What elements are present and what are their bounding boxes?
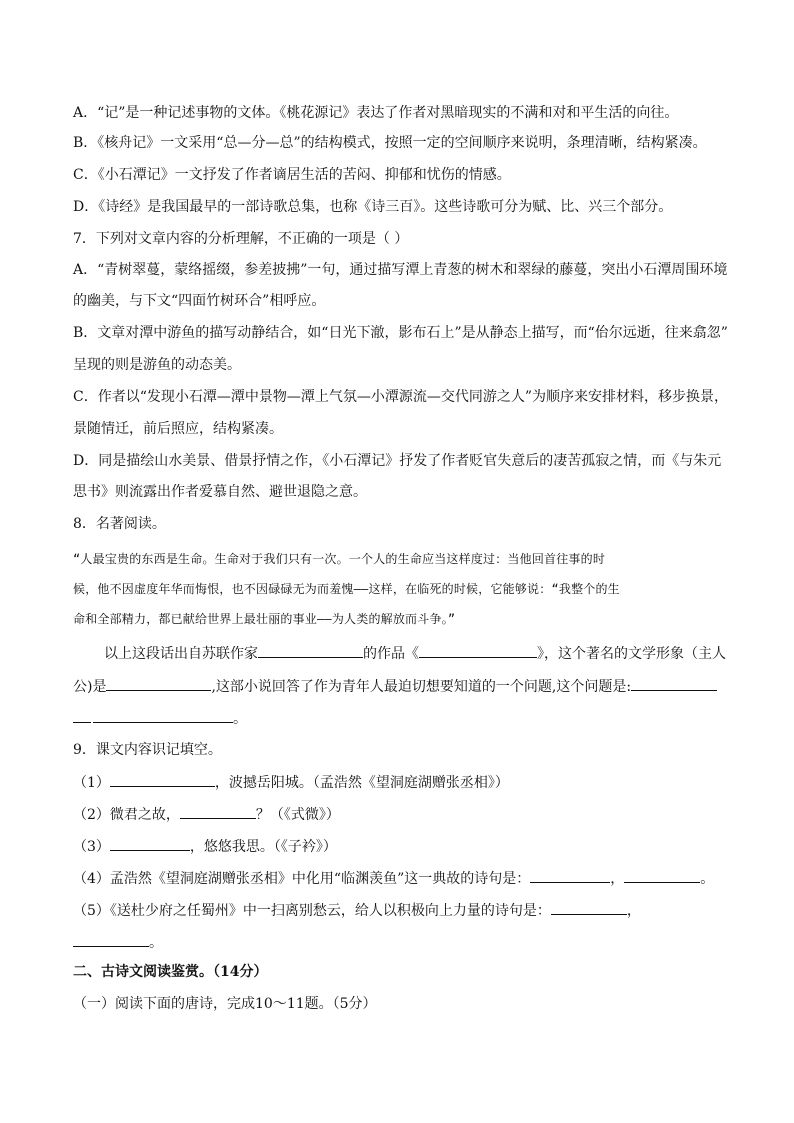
q8-text-question-prefix: ,这部小说回答了作为青年人最迫切想要知道的一个问题,这个问题是: xyxy=(211,679,632,695)
q8-text-protagonist-prefix: 》，这个著名的文学形象（主人 xyxy=(537,646,726,662)
q8-paragraph-line2 xyxy=(73,675,733,697)
q8-stem: 8．名著阅读。 xyxy=(73,516,166,532)
q8-quote-line3: 命和全部精力，都已献给世界上最壮丽的事业——为人类的解放而斗争。” xyxy=(73,612,456,626)
q9-item-5-continued xyxy=(73,931,733,953)
section-2-subtitle: （一）阅读下面的唐诗，完成10～11题。（5分） xyxy=(73,996,377,1012)
q9-item-5 xyxy=(73,899,733,921)
q9-item-5-comma: ， xyxy=(626,903,641,919)
q8-quote-line2: 候，他不因虚度年华而悔恨，也不因碌碌无为而羞愧——这样，在临死的时候，它能够说：“我整个的生 xyxy=(73,582,620,596)
protagonist-answer-blank[interactable] xyxy=(106,675,211,691)
question-answer-blank-1[interactable] xyxy=(631,675,717,691)
q8-text-author-prefix: 以上这段话出自苏联作家 xyxy=(104,646,258,662)
q9-item-4 xyxy=(73,867,733,889)
q7-stem: 7．下列对文章内容的分析理解，不正确的一项是（ ） xyxy=(73,231,409,247)
q9-item-2-blank[interactable] xyxy=(180,803,256,819)
q6-option-b: B．《核舟记》一文采用“总—分—总”的结构模式，按照一定的空间顺序来说明，条理清晰，结构紧凑。 xyxy=(73,135,707,151)
q8-text-work-prefix: 的作品《 xyxy=(363,646,419,662)
q9-item-1-text: ，波撼岳阳城。（孟浩然《望洞庭湖赠张丞相》） xyxy=(214,775,509,791)
question-answer-blank-2b[interactable] xyxy=(93,707,233,723)
question-answer-blank-2a[interactable] xyxy=(73,707,91,723)
q7-option-d-line1: D．同是描绘山水美景、借景抒情之作，《小石潭记》抒发了作者贬官失意后的凄苦孤寂之情，而《与朱元 xyxy=(73,453,722,469)
q9-item-3 xyxy=(73,835,733,857)
q9-item-4-blank-1[interactable] xyxy=(530,867,610,883)
q7-option-b-line1: B．文章对潭中游鱼的描写动静结合，如“日光下澈，影布石上”是从静态上描写，而“佁尔远逝，往来翕忽” xyxy=(73,325,728,341)
section-2-title: 二、古诗文阅读鉴赏。（14分） xyxy=(73,964,268,980)
q8-text-protagonist-label: 公)是 xyxy=(73,679,107,695)
q7-option-a-line2: 的幽美，与下文“四面竹树环合”相呼应。 xyxy=(73,293,326,309)
q6-option-c: C．《小石潭记》一文抒发了作者谪居生活的苦闷、抑郁和忧伤的情感。 xyxy=(73,167,511,183)
q6-option-d: D．《诗经》是我国最早的一部诗歌总集，也称《诗三百》。这些诗歌可分为赋、比、兴三个部分。 xyxy=(73,199,673,215)
q9-item-4-text: （4）孟浩然《望洞庭湖赠张丞相》中化用“临渊羡鱼”这一典故的诗句是： xyxy=(73,871,531,887)
q7-option-c-line2: 景随情迁，前后照应，结构紧凑。 xyxy=(73,421,283,437)
q9-stem: 9．课文内容识记填空。 xyxy=(73,742,222,758)
q8-quote-line1: “人最宝贵的东西是生命。生命对于我们只有一次。一个人的生命应当这样度过：当他回首往事的时 xyxy=(73,552,606,566)
q7-option-c-line1: C．作者以“发现小石潭—潭中景物—潭上气氛—小潭源流—交代同游之人”为顺序来安排材料，移步换景， xyxy=(73,389,729,405)
q9-item-5-text: （5）《送杜少府之任蜀州》中一扫离别愁云，给人以积极向上力量的诗句是： xyxy=(73,903,551,919)
q9-item-3-text: ，悠悠我思。（《子衿》） xyxy=(189,839,337,855)
q9-item-2-source: ？（《式微》） xyxy=(255,807,340,823)
q9-item-3-blank[interactable] xyxy=(110,835,190,851)
q7-option-d-line2: 思书》则流露出作者爱慕自然、避世退隐之意。 xyxy=(73,484,367,500)
q9-item-4-blank-2[interactable] xyxy=(624,867,700,883)
q9-item-1-number: （1） xyxy=(73,775,110,791)
q9-item-2-text: （2）微君之故， xyxy=(73,807,180,823)
q9-item-1-blank[interactable] xyxy=(110,771,215,787)
q8-paragraph-line3 xyxy=(73,707,733,729)
q9-item-5-blank-1[interactable] xyxy=(551,899,627,915)
q9-item-5-period: 。 xyxy=(149,935,163,951)
q8-paragraph-line1 xyxy=(104,642,764,664)
q9-item-4-period: 。 xyxy=(700,871,715,887)
q8-period: 。 xyxy=(233,711,247,727)
q9-item-1 xyxy=(73,771,733,793)
q9-item-2 xyxy=(73,803,733,825)
q7-option-b-line2: 呈现的则是游鱼的动态美。 xyxy=(73,357,241,373)
q6-option-a: A．“记”是一种记述事物的文体。《桃花源记》表达了作者对黑暗现实的不满和对和平生活的向往。 xyxy=(73,105,679,121)
q7-option-a-line1: A．“青树翠蔓，蒙络摇缀，参差披拂”一句，通过描写潭上青葱的树木和翠绿的藤蔓，突出小石潭周围环境 xyxy=(73,262,728,278)
author-answer-blank[interactable] xyxy=(258,642,363,658)
q9-item-4-comma: ， xyxy=(610,871,625,887)
work-answer-blank[interactable] xyxy=(419,642,537,658)
q9-item-5-blank-2[interactable] xyxy=(73,931,149,947)
q9-item-3-number: （3） xyxy=(73,839,110,855)
